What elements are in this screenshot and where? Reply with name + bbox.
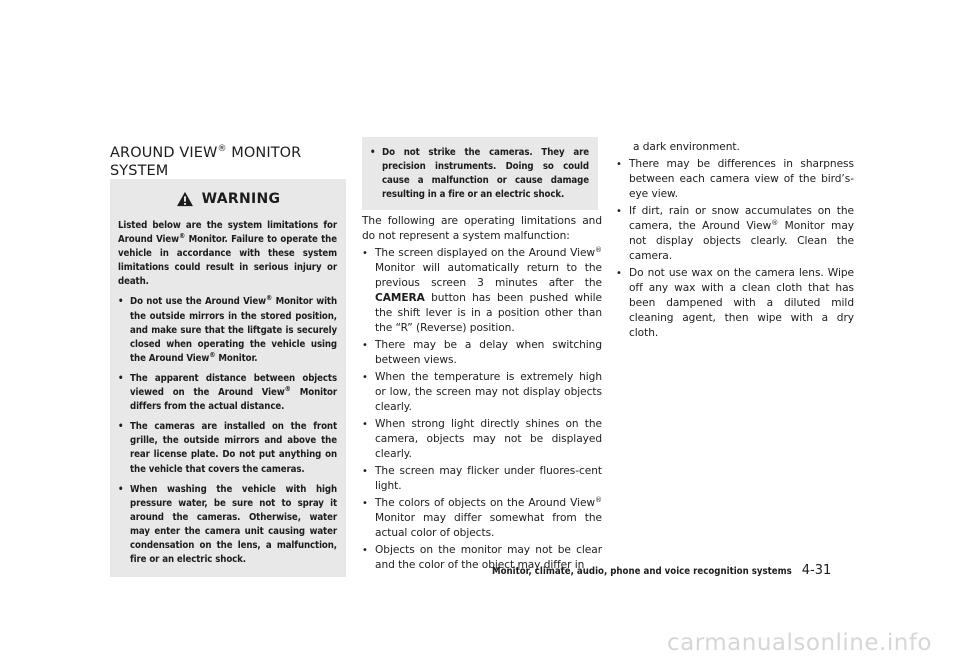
limitations-list [362,214,602,575]
list-item: • There may be a delay when switching between views. [362,338,602,368]
list-item: • When the temperature is extremely high or low, the screen may not display objects clearly. [362,370,602,415]
list-item: • When strong light directly shines on the camera, objects may not be displayed clearly. [362,417,602,462]
list-item-continuation: a dark environment. [633,141,740,153]
warning-triangle-icon [176,191,194,207]
list-item: • The screen displayed on the Around View® Monitor will automatically return to the previous screen 3 minutes after the CAMERA button has been pushed while the shift lever is in a position other than the “R” (Reverse) position. [362,246,602,336]
warning-bullet: • The apparent distance between objects viewed on the Around View® Monitor differs from the actual distance. [118,372,337,414]
footer-section-title: Monitor, climate, audio, phone and voice recognition systems [492,566,792,577]
list-item: • If dirt, rain or snow accumulates on the camera, the Around View® Monitor may not display objects clearly. Clean the camera. [616,204,854,264]
list-item: • The screen may flicker under fluores-cent light. [362,464,602,494]
page-footer [492,563,831,578]
list-item: • There may be differences in sharpness between each camera view of the bird’s-eye view. [616,157,854,202]
section-heading: AROUND VIEW® MONITOR SYSTEM [110,144,302,179]
limitations-intro: The following are operating limitations and do not represent a system malfunction: [362,215,602,242]
list-item: • Objects on the monitor may not be clear and the color of the object may differ in [362,543,602,573]
list-item: • The colors of objects on the Around View® Monitor may differ somewhat from the actual color of objects. [362,496,602,541]
list-item: • Do not use wax on the camera lens. Wipe off any wax with a clean cloth that has been dampened with a diluted mild cleaning agent, then wipe with a dry cloth. [616,266,854,341]
warning-bullet: • The cameras are installed on the front grille, the outside mirrors and above the rear license plate. Do not put anything on the vehicle that covers the cameras. [118,420,337,476]
watermark: carmanualsonline.info [666,630,932,656]
warning-bullet: • Do not strike the cameras. They are precision instruments. Doing so could cause a malfunction or cause damage resulting in a fire or an electric shock. [370,146,589,202]
warning-box-continued [362,137,598,210]
warning-title: WARNING [110,179,346,219]
page-number: 4-31 [801,563,832,578]
warning-box [110,179,346,577]
warning-bullet: • Do not use the Around View® Monitor with the outside mirrors in the stored position, and make sure that the liftgate is securely closed when operating the vehicle using the Around View® Monitor. [118,295,337,365]
warning-bullet: • When washing the vehicle with high pressure water, be sure not to spray it around the cameras. Otherwise, water may enter the camera unit causing water condensation on the lens, a malfunction, fire or an electric shock. [118,483,337,568]
warning-intro: Listed below are the system limitations for Around View® Monitor. Failure to operate the vehicle in accordance with these system limitations could result in serious injury or death. [118,220,337,288]
warning-body [110,219,346,567]
